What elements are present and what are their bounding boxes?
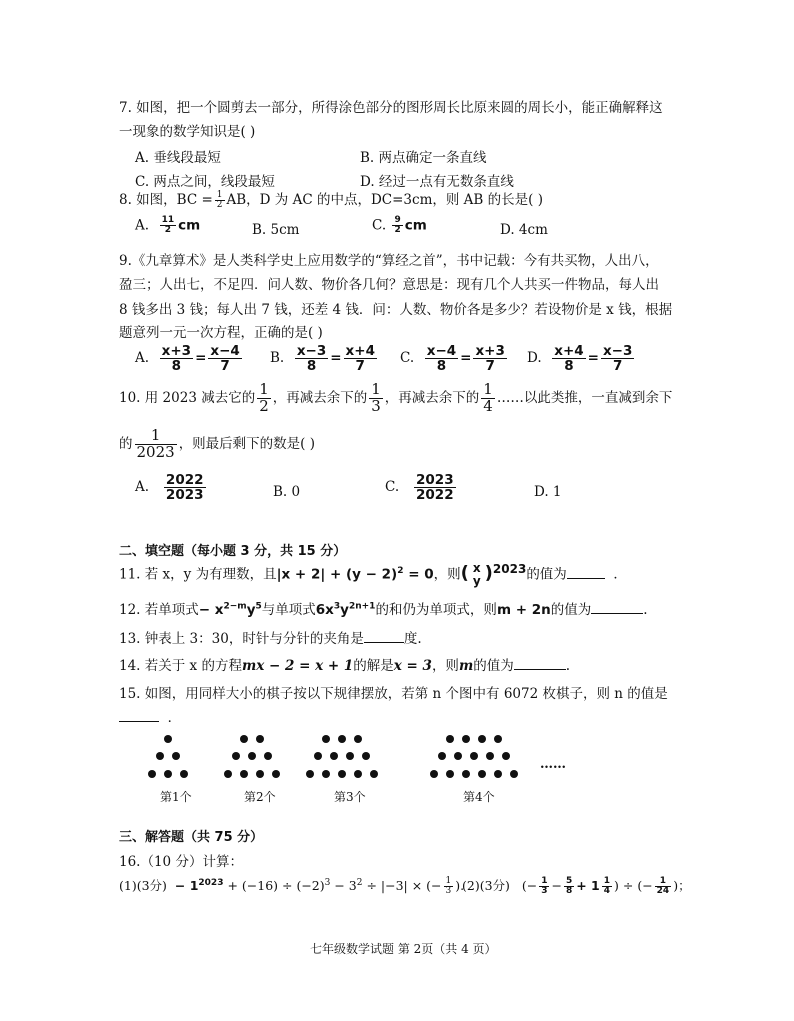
chess-piece bbox=[446, 735, 454, 743]
q8-option-a: A. $\frac{11}{2}$ cm bbox=[135, 215, 201, 236]
chess-piece bbox=[164, 770, 172, 778]
chess-piece bbox=[510, 770, 518, 778]
chess-piece bbox=[494, 770, 502, 778]
section2-heading: 二、填空题（每小题 3 分，共 15 分） bbox=[119, 544, 347, 559]
q10-option-a: A. $\frac{2022}{2023}$ bbox=[135, 472, 204, 504]
figure-caption-4: 第4个 bbox=[463, 790, 495, 804]
chess-piece bbox=[256, 735, 264, 743]
chess-piece bbox=[314, 752, 322, 760]
q9-line2: 盈三；人出七，不足四．问人数、物价各几何？意思是：现有几个人共买一件物品，每人出 bbox=[119, 277, 659, 293]
q10-option-d: D. 1 bbox=[534, 484, 562, 500]
page-footer: 七年级数学试题 第 2页（共 4 页） bbox=[310, 942, 497, 956]
q12-answer-blank[interactable] bbox=[591, 613, 643, 614]
chess-piece bbox=[330, 752, 338, 760]
q8-option-c: C. $\frac{9}{2}$ cm bbox=[372, 215, 427, 236]
q9-option-b: B. $\frac{x-3}{8}$ = $\frac{x+4}{7}$ bbox=[270, 343, 375, 375]
q10-option-c: C. $\frac{2023}{2022}$ bbox=[385, 472, 454, 504]
chess-piece bbox=[164, 735, 172, 743]
chess-piece bbox=[148, 770, 156, 778]
chess-piece bbox=[248, 752, 256, 760]
q16-title: 16.（10 分）计算： bbox=[119, 854, 243, 870]
q14: 14. 若关于 x 的方程mx − 2 = x + 1的解是x = 3，则m的值为 . bbox=[119, 658, 571, 674]
figure-caption-3: 第3个 bbox=[334, 790, 366, 804]
q14-answer-blank[interactable] bbox=[514, 669, 566, 670]
figure-ellipsis: …… bbox=[540, 757, 566, 772]
chess-piece bbox=[346, 752, 354, 760]
q8-fraction: $\frac{1}{2}$ bbox=[216, 189, 223, 210]
q8-stem bbox=[119, 188, 543, 210]
chess-piece bbox=[240, 770, 248, 778]
q10-line1: 10. 用 2023 减去它的 $\frac{1}{2}$ ，再减去余下的 $\frac{1}{3}$ ，再减去余下的 $\frac{1}{4}$ ……以此类推，一直减到余下 bbox=[119, 380, 673, 415]
chess-piece bbox=[354, 735, 362, 743]
q9-option-d: D. $\frac{x+4}{8}$ = $\frac{x-3}{7}$ bbox=[527, 343, 633, 375]
chess-piece bbox=[306, 770, 314, 778]
figure-caption-1: 第1个 bbox=[160, 790, 192, 804]
q7-line1: 7. 如图，把一个圆剪去一部分，所得涂色部分的图形周长比原来圆的周长小，能正确解释这 bbox=[119, 100, 663, 116]
chess-piece bbox=[322, 735, 330, 743]
chess-piece bbox=[462, 770, 470, 778]
chess-piece bbox=[478, 735, 486, 743]
q9-line3: 8 钱多出 3 钱；每人出 7 钱，还差 4 钱．问：人数、物价各是多少？若设物价是 x 钱，根据 bbox=[119, 302, 673, 318]
q13: 13. 钟表上 3：30，时针与分针的夹角是 度. bbox=[119, 631, 422, 647]
chess-piece bbox=[454, 752, 462, 760]
q9-line1: 9.《九章算术》是人类科学史上应用数学的“算经之首”，书中记载：今有共买物，人出八， bbox=[119, 253, 659, 269]
q7-option-c: C. 两点之间，线段最短 bbox=[135, 174, 275, 190]
q9-line4: 题意列一元一次方程，正确的是( ) bbox=[119, 325, 323, 341]
chess-piece bbox=[370, 770, 378, 778]
chess-piece bbox=[322, 770, 330, 778]
chess-piece bbox=[224, 770, 232, 778]
chess-piece bbox=[338, 735, 346, 743]
q8-option-b: B. 5cm bbox=[252, 222, 300, 238]
q11-answer-blank[interactable] bbox=[567, 578, 605, 579]
chess-piece bbox=[462, 735, 470, 743]
chess-piece bbox=[502, 752, 510, 760]
chess-piece bbox=[446, 770, 454, 778]
chess-piece bbox=[430, 770, 438, 778]
chess-piece bbox=[478, 770, 486, 778]
q7-option-a: A. 垂线段最短 bbox=[135, 150, 221, 166]
q9-option-a: A. $\frac{x+3}{8}$ = $\frac{x-4}{7}$ bbox=[135, 343, 240, 375]
q8-text-post: AB，D 为 AC 的中点，DC=3cm，则 AB 的长是( ) bbox=[226, 192, 543, 208]
q7-option-b: B. 两点确定一条直线 bbox=[360, 150, 487, 166]
chess-piece bbox=[256, 770, 264, 778]
chess-piece bbox=[156, 752, 164, 760]
q7-line2: 一现象的数学知识是( ) bbox=[119, 124, 256, 140]
section3-heading: 三、解答题（共 75 分） bbox=[119, 830, 264, 845]
q8-text-pre: 8. 如图，BC = bbox=[119, 192, 213, 208]
q15-line1: 15. 如图，用同样大小的棋子按以下规律摆放，若第 n 个图中有 6072 枚棋子，则 n 的值是 bbox=[119, 686, 668, 702]
chess-piece bbox=[240, 735, 248, 743]
q15-answer-blank[interactable] bbox=[119, 721, 159, 722]
chess-piece bbox=[272, 770, 280, 778]
q12: 12. 若单项式− $x^{2-m}y^5$与单项式$6x^3y^{2n+1}$的和仍为单项式，则m + 2n的值为 . bbox=[119, 601, 648, 618]
chess-piece bbox=[494, 735, 502, 743]
q15-line2: ． bbox=[119, 706, 181, 726]
q10-option-b: B. 0 bbox=[273, 484, 301, 500]
figure-caption-2: 第2个 bbox=[244, 790, 276, 804]
chess-piece bbox=[232, 752, 240, 760]
q8-option-d: D. 4cm bbox=[500, 222, 548, 238]
chess-piece bbox=[338, 770, 346, 778]
chess-piece bbox=[362, 752, 370, 760]
chess-piece bbox=[264, 752, 272, 760]
q11: 11. 若 x，y 为有理数，且$|x + 2| + (y - 2)^2 = 0$，则( x y )$^{2023}$的值为 ． bbox=[119, 561, 627, 588]
chess-piece bbox=[438, 752, 446, 760]
q7-option-d: D. 经过一点有无数条直线 bbox=[360, 174, 514, 190]
q9-option-c: C. $\frac{x-4}{8}$ = $\frac{x+3}{7}$ bbox=[400, 343, 505, 375]
chess-piece bbox=[470, 752, 478, 760]
q13-answer-blank[interactable] bbox=[364, 642, 404, 643]
q16-part1: (1)(3分) − $1^{2023} + (-16) \div (-2)^3 - 3^2 \div |-3|$ × (− $\frac{1}{3}$ ). bbox=[119, 875, 465, 896]
chess-piece bbox=[172, 752, 180, 760]
chess-piece bbox=[180, 770, 188, 778]
chess-piece bbox=[486, 752, 494, 760]
chess-piece bbox=[354, 770, 362, 778]
q16-part2: (2)(3分) (− $\frac{1}{3}$ − $\frac{5}{8}$ + 1 $\frac{1}{4}$ ) ÷ (− $\frac{1}{24}$ )； bbox=[462, 875, 691, 896]
q10-line2: 的 $\frac{1}{2023}$ ，则最后剩下的数是( ) bbox=[119, 426, 316, 461]
